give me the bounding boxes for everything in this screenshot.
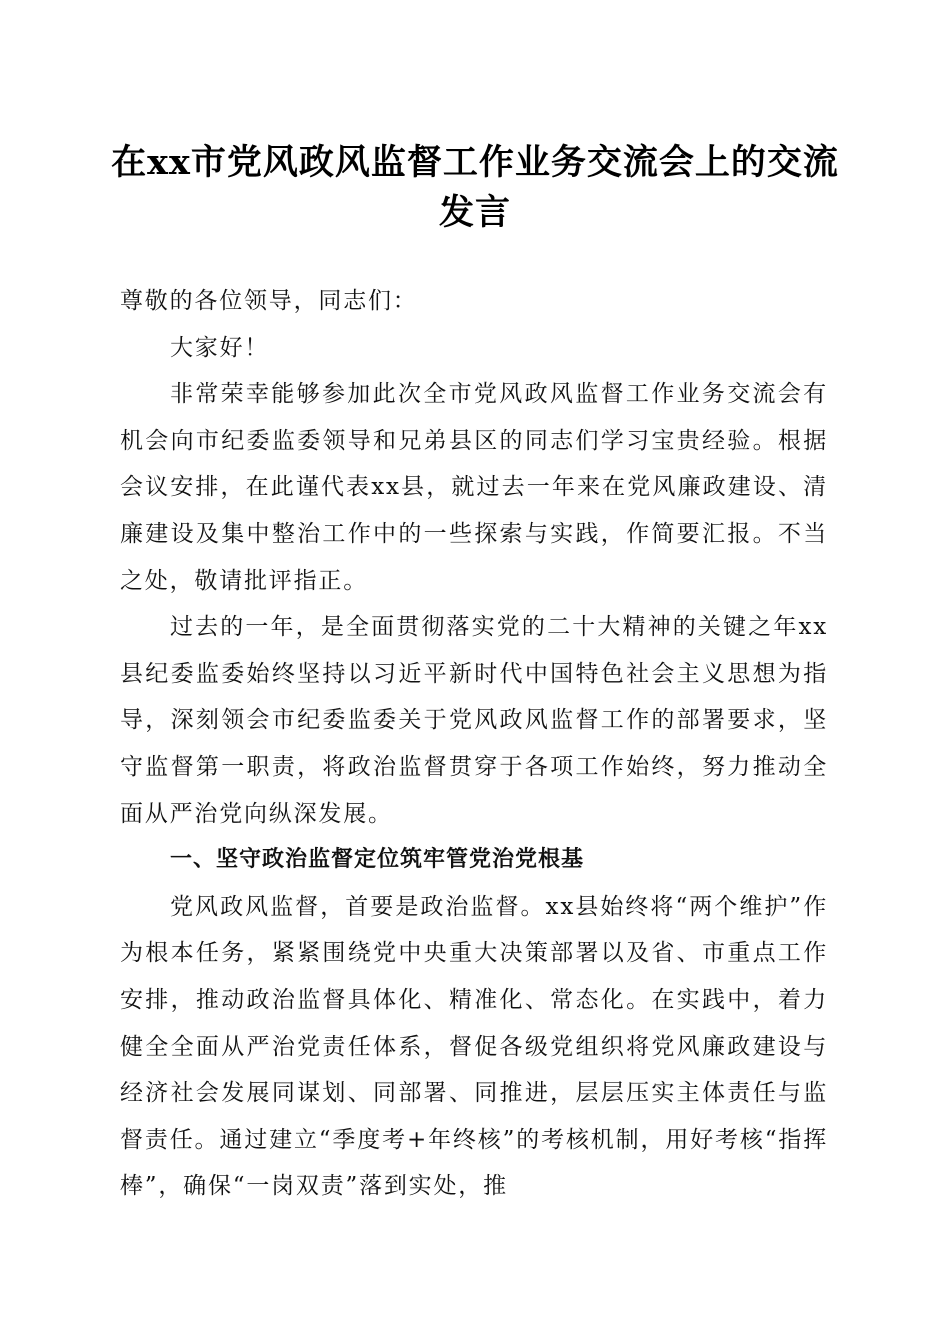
greeting: 大家好！ [170,334,270,361]
salutation: 尊敬的各位领导，同志们： [120,288,418,314]
section-paragraph: 党风政风监督，首要是政治监督。xx县始终将“两个维护”作为根本任务，紧紧围绕党中央重大决策部署以及省、市重点工作安排，推动政治监督具体化、精准化、常态化。在实践中，着力健全全面从严治党责任体系，督促各级党组织将党风廉政建设与经济社会发展同谋划、同部署、同推进，层层压实主体责任与监督责任。通过建立“季度考+年终核”的考核机制，用好考核“指挥棒”，确保“一岗双责”落到实处，推 [120,893,828,1200]
body-paragraph: 非常荣幸能够参加此次全市党风政风监督工作业务交流会有机会向市纪委监委领导和兄弟县区的同志们学习宝贵经验。根据会议安排，在此谨代表xx县，就过去一年来在党风廉政建设、清廉建设及集中整治工作中的一些探索与实践，作简要汇报。不当之处，敬请批评指正。 [120,381,828,594]
document-body [120,278,828,1210]
body-paragraph: 过去的一年，是全面贯彻落实党的二十大精神的关键之年xx县纪委监委始终坚持以习近平新时代中国特色社会主义思想为指导，深刻领会市纪委监委关于党风政风监督工作的部署要求，坚守监督第一职责，将政治监督贯穿于各项工作始终，努力推动全面从严治党向纵深发展。 [120,614,828,827]
section-heading: 一、坚守政治监督定位筑牢管党治党根基 [170,847,585,873]
document-title: 在xx市党风政风监督工作业务交流会上的交流发言 [111,142,839,233]
